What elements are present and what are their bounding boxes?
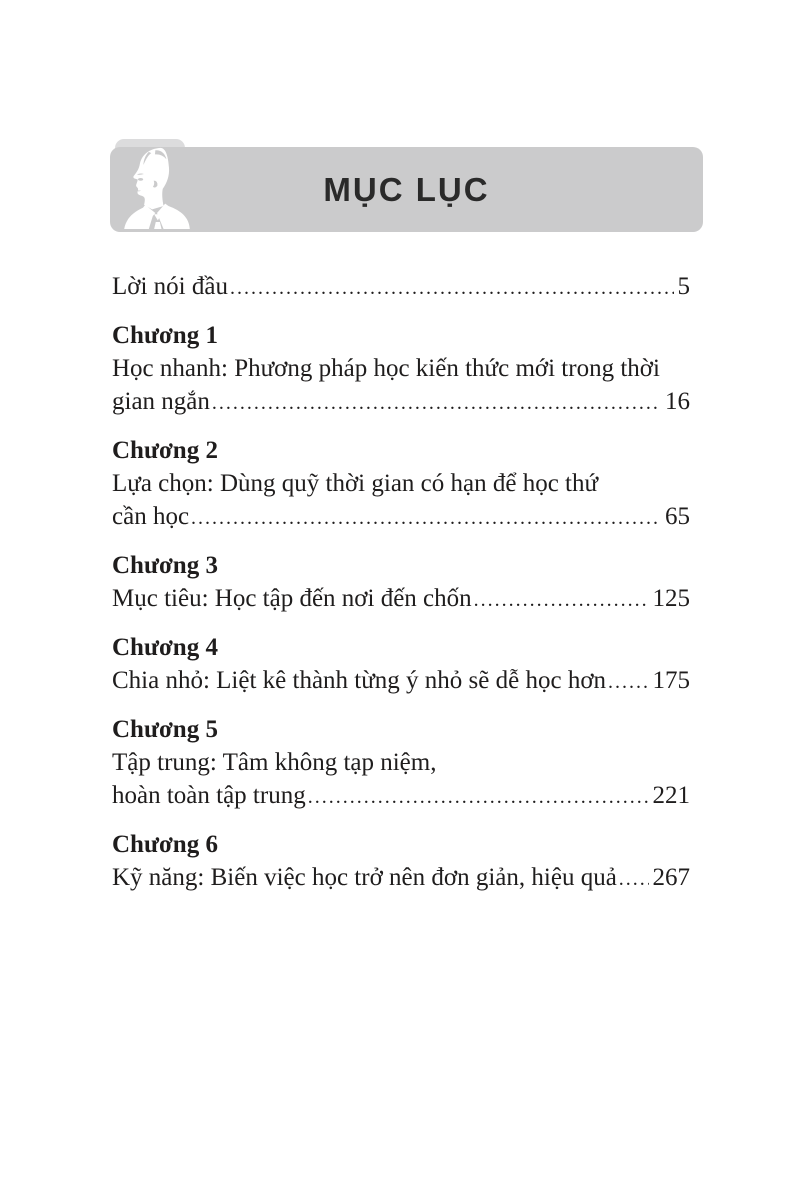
- toc-entry: [112, 270, 690, 305]
- dot-leader: [308, 781, 649, 814]
- toc-entry: [112, 549, 690, 617]
- page-number: 5: [677, 273, 690, 300]
- page-number: 267: [652, 864, 690, 891]
- toc-line-text: Kỹ năng: Biến việc học trở nên đơn giản, hiệu quả: [112, 864, 617, 891]
- banner: [110, 147, 703, 232]
- chapter-heading: Chương 5: [112, 716, 218, 743]
- toc-line-text: gian ngắn: [112, 388, 210, 415]
- toc-entry: [112, 319, 690, 420]
- dot-leader: [212, 387, 661, 420]
- chapter-heading: Chương 3: [112, 552, 218, 579]
- toc-line: [112, 664, 690, 699]
- toc-line: [112, 500, 690, 535]
- chapter-heading: Chương 4: [112, 634, 218, 661]
- toc-list: [112, 270, 690, 910]
- page-number: 65: [665, 503, 690, 530]
- toc-line-text: Lời nói đầu: [112, 273, 228, 300]
- page-number: 221: [652, 782, 690, 809]
- page-title: MỤC LỤC: [323, 170, 490, 208]
- toc-line: [112, 746, 690, 779]
- dot-leader: [619, 863, 649, 896]
- toc-line: [112, 270, 690, 305]
- toc-line-text: Chia nhỏ: Liệt kê thành từng ý nhỏ sẽ dễ học hơn: [112, 667, 607, 694]
- toc-line: [112, 582, 690, 617]
- toc-entry: [112, 713, 690, 814]
- chapter-heading: Chương 2: [112, 437, 218, 464]
- toc-line: [112, 779, 690, 814]
- toc-line: [112, 385, 690, 420]
- dot-leader: [230, 272, 674, 305]
- page-number: 175: [652, 667, 690, 694]
- chapter-heading: Chương 6: [112, 831, 218, 858]
- toc-line-text: Học nhanh: Phương pháp học kiến thức mới trong thời: [112, 355, 660, 382]
- toc-line-text: hoàn toàn tập trung: [112, 782, 306, 809]
- toc-line-text: Lựa chọn: Dùng quỹ thời gian có hạn để học thứ: [112, 470, 599, 497]
- man-in-suit-icon: [116, 144, 198, 232]
- dot-leader: [474, 584, 649, 617]
- toc-line-text: Tập trung: Tâm không tạp niệm,: [112, 749, 437, 776]
- toc-entry: [112, 434, 690, 535]
- dot-leader: [608, 666, 648, 699]
- toc-line-text: cần học: [112, 503, 190, 530]
- toc-line: [112, 861, 690, 896]
- toc-line-text: Mục tiêu: Học tập đến nơi đến chốn: [112, 585, 472, 612]
- toc-entry: [112, 631, 690, 699]
- page-number: 16: [665, 388, 690, 415]
- toc-entry: [112, 828, 690, 896]
- dot-leader: [191, 502, 661, 535]
- toc-line: [112, 352, 690, 385]
- chapter-heading: Chương 1: [112, 322, 218, 349]
- header-banner: [110, 139, 703, 232]
- toc-line: [112, 467, 690, 500]
- page-number: 125: [652, 585, 690, 612]
